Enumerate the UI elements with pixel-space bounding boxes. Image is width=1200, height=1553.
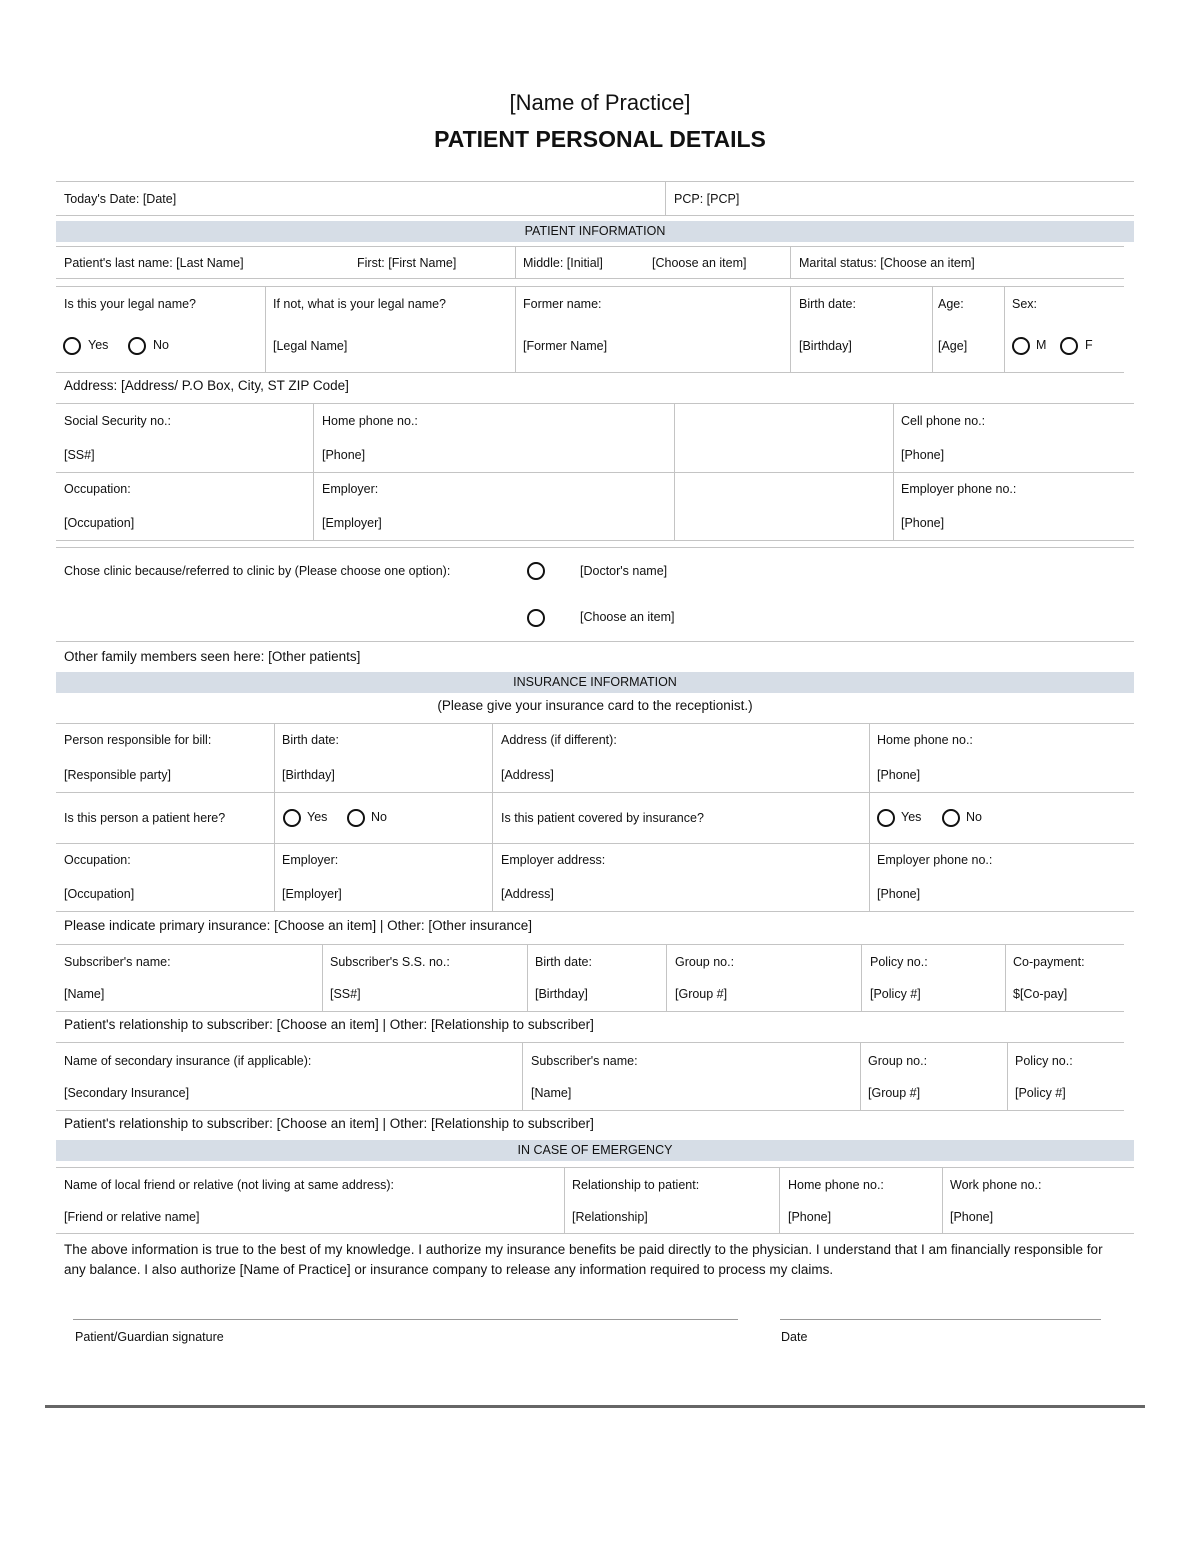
divider [56, 723, 1134, 724]
policy-field[interactable]: [Policy #] [870, 987, 921, 1001]
legal-name-question: Is this your legal name? [64, 297, 197, 311]
divider [869, 724, 870, 911]
occupation-label: Occupation: [64, 482, 131, 496]
divider [860, 1043, 861, 1110]
group-label: Group no.: [675, 955, 735, 969]
divider [56, 215, 1134, 216]
yes-label: Yes [307, 810, 328, 824]
address-field[interactable]: Address: [Address/ P.O Box, City, ST ZIP Code] [64, 378, 349, 393]
ins-occupation-field[interactable]: [Occupation] [64, 887, 135, 901]
divider [515, 247, 516, 278]
divider [527, 945, 528, 1011]
ins-occupation-label: Occupation: [64, 853, 131, 867]
legal-name-field[interactable]: [Legal Name] [273, 339, 348, 353]
birth-date-label: Birth date: [799, 297, 856, 311]
referral-label: Chose clinic because/referred to clinic by (Please choose one option): [64, 564, 451, 578]
sub-birth-label: Birth date: [535, 955, 592, 969]
no-label: No [153, 338, 169, 352]
section-emergency: IN CASE OF EMERGENCY [56, 1140, 1134, 1161]
form-title: PATIENT PERSONAL DETAILS [434, 126, 766, 152]
divider [666, 945, 667, 1011]
subscriber-name-label: Subscriber's name: [64, 955, 171, 969]
ssn-field[interactable]: [SS#] [64, 448, 95, 462]
friend-label: Name of local friend or relative (not living at same address): [64, 1178, 395, 1192]
divider [56, 1110, 1124, 1111]
relationship-subscriber-field[interactable]: Patient's relationship to subscriber: [Choose an item] | Other: [Relationship to subscriber] [64, 1017, 594, 1032]
primary-insurance-field[interactable]: Please indicate primary insurance: [Choose an item] | Other: [Other insurance] [64, 918, 532, 933]
first-name-field[interactable]: First: [First Name] [357, 256, 457, 270]
date-label: Date [781, 1330, 808, 1344]
divider [56, 372, 1124, 373]
ins-employer-phone-field[interactable]: [Phone] [877, 887, 921, 901]
sec-group-label: Group no.: [868, 1054, 928, 1068]
referral-choice-dropdown[interactable]: [Choose an item] [580, 610, 675, 624]
divider [56, 843, 1134, 844]
divider [56, 1233, 1134, 1234]
authorization-statement: The above information is true to the best of my knowledge. I authorize my insurance benefits be paid directly to the physician. I understand that I am financially responsible for any balance. I also authorize [Name of Practice] or insurance company to release any information required to process my claims. [64, 1242, 1103, 1277]
divider [56, 278, 1124, 279]
employer-address-field[interactable]: [Address] [501, 887, 554, 901]
divider [56, 540, 1134, 541]
home-phone-label: Home phone no.: [322, 414, 418, 428]
ins-home-phone-field[interactable]: [Phone] [877, 768, 921, 782]
relationship-field[interactable]: [Relationship] [572, 1210, 648, 1224]
divider [56, 1042, 1124, 1043]
covered-yes-radio[interactable] [877, 809, 895, 827]
divider [56, 547, 1134, 548]
middle-choice-dropdown[interactable]: [Choose an item] [652, 256, 747, 270]
section-insurance-information: INSURANCE INFORMATION [56, 672, 1134, 693]
pcp-field[interactable]: PCP: [PCP] [674, 192, 740, 206]
former-name-label: Former name: [523, 297, 602, 311]
referral-choice-radio[interactable] [527, 609, 545, 627]
divider [1005, 945, 1006, 1011]
ssn-label: Social Security no.: [64, 414, 171, 428]
em-work-phone-field[interactable]: [Phone] [950, 1210, 994, 1224]
friend-field[interactable]: [Friend or relative name] [64, 1210, 200, 1224]
divider [56, 472, 1134, 473]
divider [56, 181, 1134, 182]
sec-subscriber-label: Subscriber's name: [531, 1054, 638, 1068]
ins-employer-field[interactable]: [Employer] [282, 887, 342, 901]
divider [322, 945, 323, 1011]
referral-doctor-field[interactable]: [Doctor's name] [580, 564, 668, 578]
covered-no-radio[interactable] [942, 809, 960, 827]
is-patient-no-radio[interactable] [347, 809, 365, 827]
last-name-field[interactable]: Patient's last name: [Last Name] [64, 256, 244, 270]
birth-date-field[interactable]: [Birthday] [799, 339, 852, 353]
covered-question: Is this patient covered by insurance? [501, 811, 704, 825]
em-work-phone-label: Work phone no.: [950, 1178, 1042, 1192]
relationship-subscriber-field-2[interactable]: Patient's relationship to subscriber: [Choose an item] | Other: [Relationship to subscriber] [64, 1116, 594, 1131]
ins-address-label: Address (if different): [501, 733, 617, 747]
divider [779, 1168, 780, 1233]
divider [56, 246, 1124, 247]
relationship-label: Relationship to patient: [572, 1178, 700, 1192]
divider [56, 403, 1134, 404]
em-home-phone-label: Home phone no.: [788, 1178, 884, 1192]
employer-phone-field[interactable]: [Phone] [901, 516, 945, 530]
divider [56, 944, 1124, 945]
subscriber-ss-label: Subscriber's S.S. no.: [330, 955, 450, 969]
divider [274, 724, 275, 911]
legal-name-label: If not, what is your legal name? [273, 297, 447, 311]
divider [56, 641, 1134, 642]
divider [1007, 1043, 1008, 1110]
family-members-field[interactable]: Other family members seen here: [Other patients] [64, 649, 361, 664]
insurance-note: (Please give your insurance card to the receptionist.) [437, 698, 753, 713]
sex-f-radio[interactable] [1060, 337, 1078, 355]
sec-policy-field[interactable]: [Policy #] [1015, 1086, 1066, 1100]
sex-m-radio[interactable] [1012, 337, 1030, 355]
employer-label: Employer: [322, 482, 379, 496]
responsible-label: Person responsible for bill: [64, 733, 212, 747]
sec-group-field[interactable]: [Group #] [868, 1086, 921, 1100]
ins-employer-label: Employer: [282, 853, 339, 867]
divider [56, 1167, 1134, 1168]
signature-label: Patient/Guardian signature [75, 1330, 224, 1344]
ins-birth-date-label: Birth date: [282, 733, 339, 747]
divider [665, 182, 666, 215]
copay-field[interactable]: $[Co-pay] [1013, 987, 1068, 1001]
divider [522, 1043, 523, 1110]
section-patient-information: PATIENT INFORMATION [56, 221, 1134, 242]
divider [1004, 287, 1005, 372]
sec-policy-label: Policy no.: [1015, 1054, 1073, 1068]
divider [790, 287, 791, 372]
no-label: No [371, 810, 387, 824]
middle-initial-field[interactable]: Middle: [Initial] [523, 256, 603, 270]
legal-name-yes-radio[interactable] [63, 337, 81, 355]
is-patient-yes-radio[interactable] [283, 809, 301, 827]
ins-address-field[interactable]: [Address] [501, 768, 554, 782]
signature-line[interactable] [73, 1319, 738, 1320]
todays-date-field[interactable]: Today's Date: [Date] [64, 192, 177, 206]
divider [515, 287, 516, 372]
date-line[interactable] [780, 1319, 1101, 1320]
divider [56, 1011, 1124, 1012]
employer-field[interactable]: [Employer] [322, 516, 382, 530]
group-field[interactable]: [Group #] [675, 987, 728, 1001]
cell-phone-field[interactable]: [Phone] [901, 448, 945, 462]
copay-label: Co-payment: [1013, 955, 1085, 969]
occupation-field[interactable]: [Occupation] [64, 516, 135, 530]
secondary-insurance-label: Name of secondary insurance (if applicable): [64, 1054, 312, 1068]
ins-birth-date-field[interactable]: [Birthday] [282, 768, 335, 782]
divider [56, 911, 1134, 912]
ins-home-phone-label: Home phone no.: [877, 733, 973, 747]
divider [564, 1168, 565, 1233]
referral-doctor-radio[interactable] [527, 562, 545, 580]
home-phone-field[interactable]: [Phone] [322, 448, 366, 462]
sex-m-label: M [1036, 338, 1047, 352]
yes-label: Yes [901, 810, 922, 824]
divider [265, 287, 266, 372]
yes-label: Yes [88, 338, 109, 352]
sex-label: Sex: [1012, 297, 1038, 311]
divider [861, 945, 862, 1011]
marital-status-dropdown[interactable]: Marital status: [Choose an item] [799, 256, 975, 270]
subscriber-ss-field[interactable]: [SS#] [330, 987, 361, 1001]
age-field[interactable]: [Age] [938, 339, 968, 353]
divider [56, 792, 1134, 793]
policy-label: Policy no.: [870, 955, 928, 969]
legal-name-no-radio[interactable] [128, 337, 146, 355]
secondary-insurance-field[interactable]: [Secondary Insurance] [64, 1086, 190, 1100]
divider [56, 286, 1124, 287]
age-label: Age: [938, 297, 964, 311]
divider [790, 247, 791, 278]
bottom-rule [45, 1405, 1145, 1408]
cell-phone-label: Cell phone no.: [901, 414, 986, 428]
responsible-field[interactable]: [Responsible party] [64, 768, 172, 782]
subscriber-name-field[interactable]: [Name] [64, 987, 105, 1001]
em-home-phone-field[interactable]: [Phone] [788, 1210, 832, 1224]
practice-name: [Name of Practice] [509, 90, 691, 115]
ins-employer-phone-label: Employer phone no.: [877, 853, 993, 867]
sex-f-label: F [1085, 338, 1093, 352]
former-name-field[interactable]: [Former Name] [523, 339, 608, 353]
employer-address-label: Employer address: [501, 853, 606, 867]
sec-subscriber-field[interactable]: [Name] [531, 1086, 572, 1100]
divider [492, 724, 493, 911]
no-label: No [966, 810, 982, 824]
divider [932, 287, 933, 372]
divider [942, 1168, 943, 1233]
is-patient-question: Is this person a patient here? [64, 811, 226, 825]
employer-phone-label: Employer phone no.: [901, 482, 1017, 496]
sub-birth-field[interactable]: [Birthday] [535, 987, 588, 1001]
